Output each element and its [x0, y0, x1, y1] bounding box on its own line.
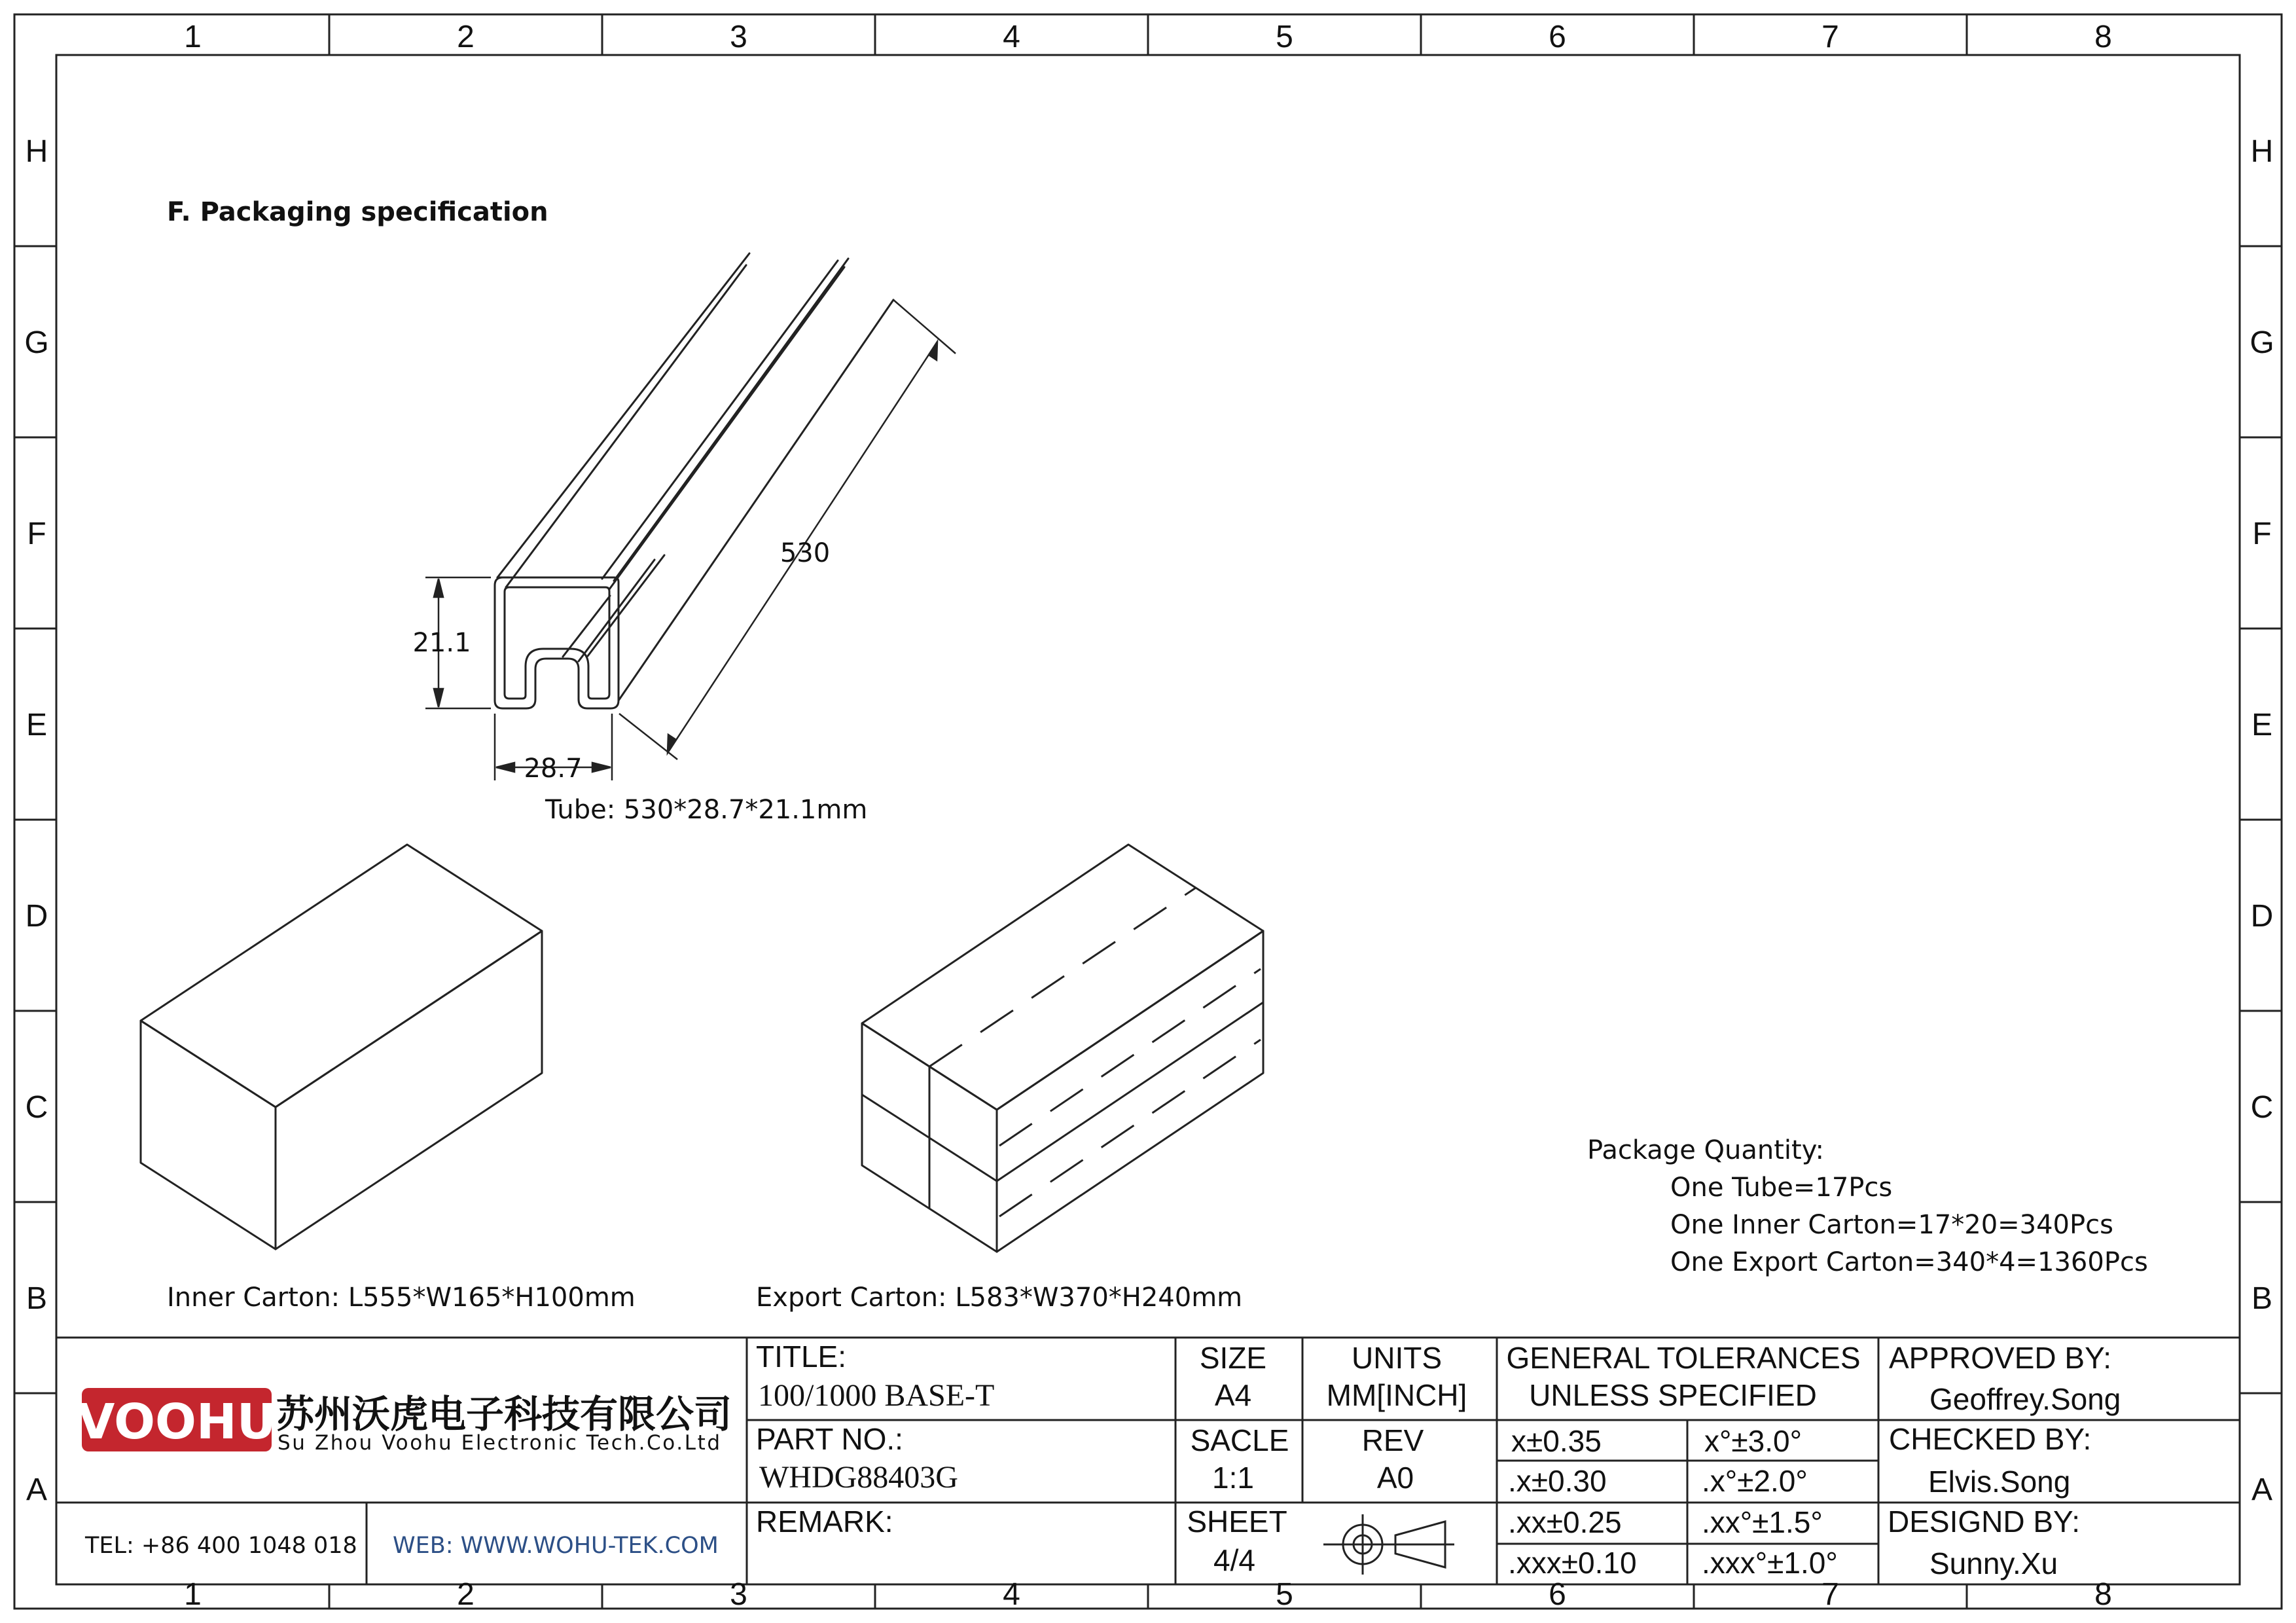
svg-text:VOOHU: VOOHU	[77, 1394, 276, 1450]
rev-label: REV	[1361, 1423, 1424, 1457]
inner-carton-drawing	[141, 845, 542, 1249]
tube-height-label: 21.1	[412, 628, 471, 658]
tolerance-angular: .x°±2.0°	[1702, 1464, 1808, 1498]
zone-row-label: H	[2250, 134, 2274, 169]
zone-row-label: C	[2250, 1090, 2274, 1125]
zone-column-label: 6	[1549, 1577, 1566, 1612]
zone-column-label: 1	[184, 1577, 202, 1612]
size-label: SIZE	[1199, 1341, 1267, 1375]
zone-row-label: F	[27, 517, 46, 551]
units-value: MM[INCH]	[1326, 1378, 1467, 1412]
tolerance-angular: .xxx°±1.0°	[1702, 1546, 1838, 1580]
export-carton-drawing	[862, 845, 1263, 1252]
third-angle-projection-icon	[1323, 1514, 1454, 1575]
tolerance-title: GENERAL TOLERANCES	[1506, 1341, 1861, 1375]
zone-column-label: 7	[1821, 20, 1839, 54]
zone-column-label: 3	[730, 1577, 747, 1612]
tolerance-linear: .xxx±0.10	[1508, 1546, 1637, 1580]
tube-width-label: 28.7	[524, 754, 583, 784]
sheet-value: 4/4	[1213, 1543, 1255, 1577]
tube-caption: Tube: 530*28.7*21.1mm	[545, 795, 868, 825]
zone-row-label: E	[2251, 708, 2273, 742]
package-quantity-line: One Inner Carton=17*20=340Pcs	[1670, 1210, 2113, 1240]
zone-row-label: G	[24, 325, 49, 360]
tolerance-linear: .x±0.30	[1508, 1464, 1607, 1498]
zone-column-label: 2	[457, 1577, 475, 1612]
zone-column-label: 4	[1003, 20, 1020, 54]
tube-profile-inner	[505, 587, 609, 699]
size-value: A4	[1214, 1378, 1252, 1412]
zone-row-label: B	[2251, 1281, 2273, 1316]
export-carton-caption: Export Carton: L583*W370*H240mm	[756, 1283, 1243, 1313]
zone-column-label: 6	[1549, 20, 1566, 54]
zone-column-label: 5	[1276, 1577, 1293, 1612]
inner-carton-caption: Inner Carton: L555*W165*H100mm	[167, 1283, 636, 1313]
zone-row-label: G	[2250, 325, 2274, 360]
tolerance-angular: .xx°±1.5°	[1702, 1505, 1823, 1539]
zone-row-label: F	[2252, 517, 2272, 551]
units-label: UNITS	[1352, 1341, 1442, 1375]
part-label: PART NO.:	[756, 1422, 903, 1456]
tel-text: TEL: +86 400 1048 018	[85, 1533, 357, 1559]
approved-label: APPROVED BY:	[1889, 1341, 2112, 1375]
package-quantity-label: Package Quantity:	[1587, 1135, 1824, 1165]
zone-row-label: A	[2251, 1472, 2273, 1507]
approved-value: Geoffrey.Song	[1929, 1382, 2121, 1416]
zone-column-label: 4	[1003, 1577, 1020, 1612]
sheet-label: SHEET	[1187, 1504, 1287, 1539]
zone-row-label: H	[25, 134, 48, 169]
tolerance-subtitle: UNLESS SPECIFIED	[1529, 1378, 1817, 1412]
zone-row-label: C	[25, 1090, 48, 1125]
rev-value: A0	[1376, 1461, 1414, 1495]
zone-row-label: D	[25, 899, 48, 934]
zone-row-label: E	[26, 708, 48, 742]
tube-length-label: 530	[780, 538, 831, 568]
section-heading: F. Packaging specification	[167, 197, 548, 227]
zone-column-label: 5	[1276, 20, 1293, 54]
zone-column-label: 7	[1821, 1577, 1839, 1612]
zone-column-label: 1	[184, 20, 202, 54]
company-name-en: Su Zhou Voohu Electronic Tech.Co.Ltd	[278, 1431, 720, 1455]
tube-profile-outer	[495, 577, 619, 708]
tube-drawing	[495, 253, 893, 708]
checked-value: Elvis.Song	[1928, 1465, 2071, 1499]
scale-label: SACLE	[1190, 1423, 1289, 1457]
zone-column-label: 8	[2094, 20, 2112, 54]
scale-value: 1:1	[1212, 1461, 1254, 1495]
zone-row-label: D	[2250, 899, 2274, 934]
package-quantity-line: One Export Carton=340*4=1360Pcs	[1670, 1247, 2148, 1277]
designed-value: Sunny.Xu	[1929, 1546, 2058, 1580]
title-label: TITLE:	[756, 1340, 847, 1374]
zone-column-label: 3	[730, 20, 747, 54]
checked-label: CHECKED BY:	[1889, 1422, 2092, 1456]
company-name-cn: 苏州沃虎电子科技有限公司	[276, 1392, 732, 1436]
zone-row-label: A	[26, 1472, 48, 1507]
web-link[interactable]: WEB: WWW.WOHU-TEK.COM	[393, 1533, 719, 1559]
tolerance-linear: x±0.35	[1511, 1424, 1602, 1458]
zone-row-label: B	[26, 1281, 48, 1316]
title-value: 100/1000 BASE-T	[758, 1378, 995, 1413]
tolerance-linear: .xx±0.25	[1508, 1505, 1622, 1539]
designed-label: DESIGND BY:	[1888, 1504, 2080, 1539]
package-quantity	[1587, 1135, 2148, 1277]
remark-label: REMARK:	[756, 1504, 893, 1539]
part-number-value: WHDG88403G	[759, 1460, 958, 1495]
company-logo	[77, 1388, 276, 1451]
package-quantity-line: One Tube=17Pcs	[1670, 1173, 1893, 1203]
tolerance-angular: x°±3.0°	[1704, 1424, 1802, 1458]
zone-column-label: 2	[457, 20, 475, 54]
zone-column-label: 8	[2094, 1577, 2112, 1612]
